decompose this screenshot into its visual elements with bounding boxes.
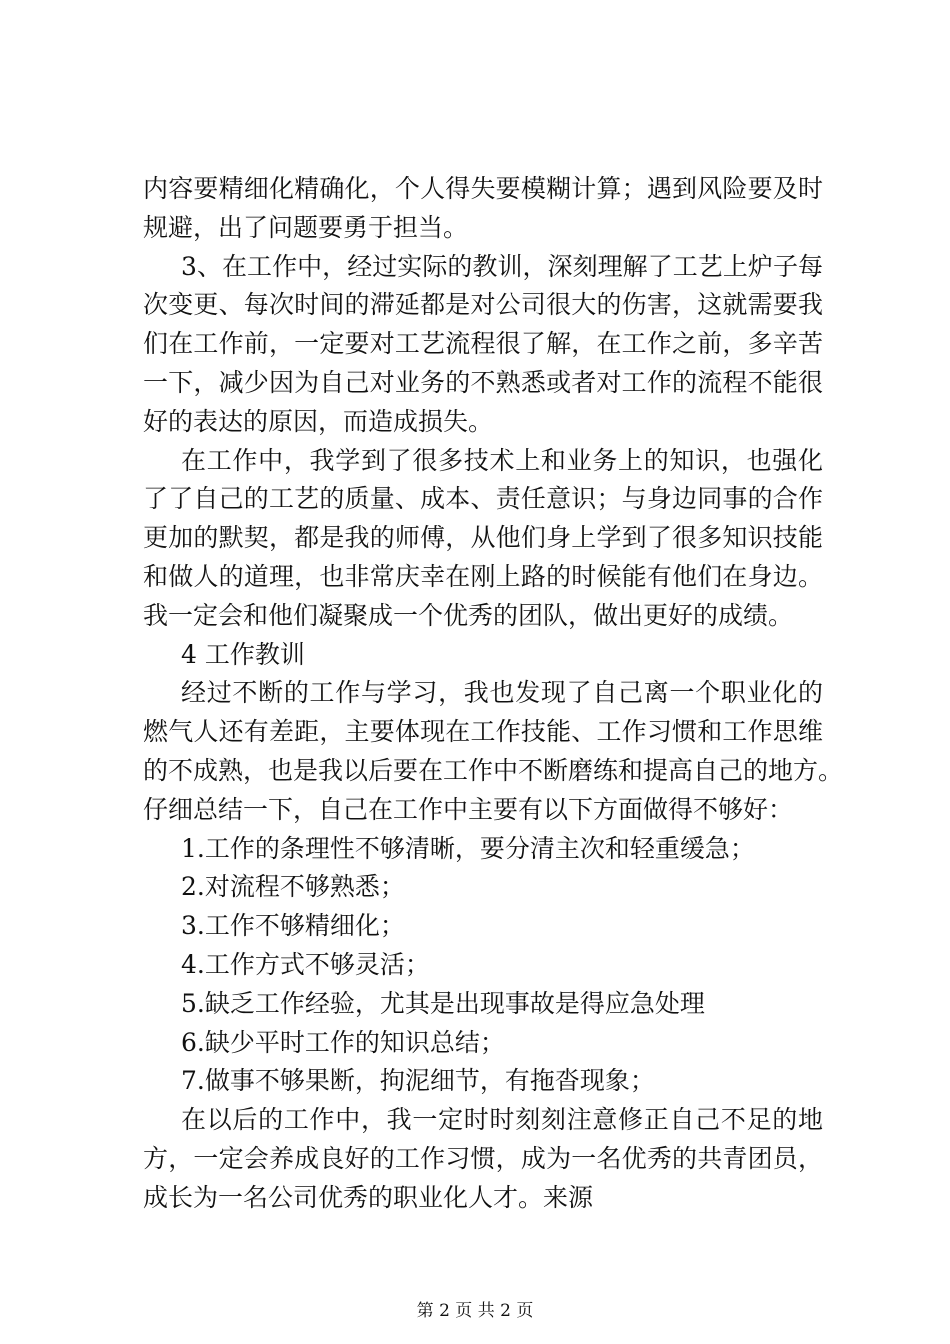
text-line: 仔细总结一下，自己在工作中主要有以下方面做得不够好： bbox=[143, 794, 794, 824]
text-line: 内容要精细化精确化，个人得失要模糊计算；遇到风险要及时 bbox=[143, 174, 823, 203]
text-line: 3、在工作中，经过实际的教训，深刻理解了工艺上炉子每 bbox=[181, 251, 823, 281]
text-line: 的不成熟，也是我以后要在工作中不断磨练和提高自己的地方。 bbox=[143, 755, 844, 785]
text-line: 更加的默契，都是我的师傅，从他们身上学到了很多知识技能 bbox=[143, 523, 823, 553]
section-heading: 4 工作教训 bbox=[181, 639, 305, 669]
document-body bbox=[143, 170, 844, 1218]
text-line: 我一定会和他们凝聚成一个优秀的团队，做出更好的成绩。 bbox=[143, 600, 794, 630]
list-item: 1.工作的条理性不够清晰，要分清主次和轻重缓急； bbox=[181, 833, 755, 863]
text-line: 在以后的工作中，我一定时时刻刻注意修正自己不足的地 bbox=[181, 1105, 823, 1135]
text-line: 方，一定会养成良好的工作习惯，成为一名优秀的共青团员， bbox=[143, 1143, 823, 1173]
text-line: 在工作中，我学到了很多技术上和业务上的知识，也强化 bbox=[181, 445, 823, 475]
text-line: 规避，出了问题要勇于担当。 bbox=[143, 212, 469, 242]
text-line: 了了自己的工艺的质量、成本、责任意识；与身边同事的合作 bbox=[143, 484, 823, 514]
text-line: 成长为一名公司优秀的职业化人才。来源 bbox=[143, 1182, 594, 1212]
list-item: 6.缺少平时工作的知识总结； bbox=[181, 1027, 505, 1057]
page-number-footer: 第 2 页 共 2 页 bbox=[416, 1301, 534, 1321]
text-line: 燃气人还有差距，主要体现在工作技能、工作习惯和工作思维 bbox=[143, 717, 823, 747]
text-line: 经过不断的工作与学习，我也发现了自己离一个职业化的 bbox=[181, 678, 823, 708]
list-item: 4.工作方式不够灵活； bbox=[181, 949, 430, 979]
text-line: 好的表达的原因，而造成损失。 bbox=[143, 406, 494, 436]
text-line: 次变更、每次时间的滞延都是对公司很大的伤害，这就需要我 bbox=[143, 290, 823, 320]
text-line: 和做人的道理，也非常庆幸在刚上路的时候能有他们在身边。 bbox=[143, 561, 823, 591]
list-item: 7.做事不够果断，拘泥细节，有拖沓现象； bbox=[181, 1066, 655, 1096]
list-item: 2.对流程不够熟悉； bbox=[181, 872, 405, 902]
text-line: 一下，减少因为自己对业务的不熟悉或者对工作的流程不能很 bbox=[143, 367, 823, 397]
list-item: 3.工作不够精细化； bbox=[181, 911, 405, 941]
text-line: 们在工作前，一定要对工艺流程很了解，在工作之前，多辛苦 bbox=[143, 329, 823, 359]
list-item: 5.缺乏工作经验，尤其是出现事故是得应急处理 bbox=[181, 988, 705, 1018]
